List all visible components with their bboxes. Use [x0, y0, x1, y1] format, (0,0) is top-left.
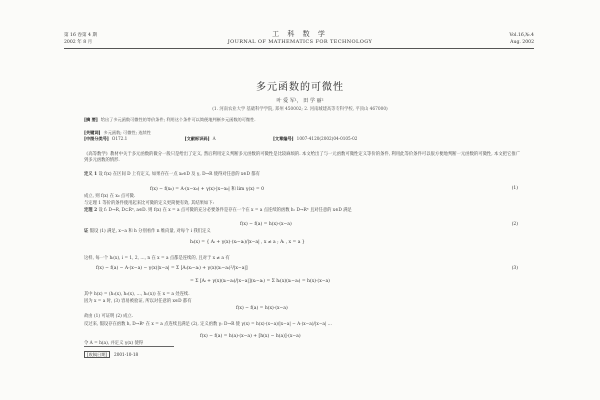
equation-7: f(x) − f(a) = h(a)·(x−a) + [h(x) − h(a)]·(x−a)	[200, 334, 301, 339]
paragraph-2: 与定理 1 等价的条件使用起来比可微的定义更简便有效, 其结果如下:	[84, 201, 214, 206]
paragraph-8: 令 A = h(a), 并定义 γ(x) 使得	[84, 341, 144, 346]
clc-label: [中图分类号]	[84, 136, 109, 141]
paragraph-3: 这样, 每一个 hᵢ(x), i = 1, 2, …, n 在 x = a 点都是连续的, 且对于 x ≠ a 有	[84, 256, 230, 261]
received-date-value: 2001-10-18	[114, 352, 139, 357]
article-title: 多元函数的可微性	[256, 82, 344, 93]
paragraph-7: 反过来, 假设存在函数 h, D→Rⁿ 在 x = a 点连续且满足 (2), 定义函数 γ: D→R 使 γ(x) = h(x)·(x−a)/|x−a| − A·(x−a)/|x−a| ...	[84, 322, 332, 327]
intro-paragraph	[84, 152, 520, 164]
received-date	[84, 352, 138, 358]
paragraph-5: 因为 x = a 时, (3) 容易被验证, 所以对任意的 x∈D 都有	[84, 299, 192, 304]
article-id-label: [文章编号]	[272, 136, 294, 141]
doc-code-label: [文献标识码]	[184, 136, 210, 141]
journal-date: 2002 年 8 月	[64, 39, 93, 45]
intro-text: 《高等数学》教材中关于多元函数的微分一般只是给出了定义, 然后利用定义判断多元函数的可微性是比较麻烦的. 本文给出了与一元函数可微性定义等价的条件, 利用此等价条件可以很方便地判断一元函数的可微性, 本文把它推广到多元函数的情形.	[84, 152, 520, 164]
paragraph-6: 故由 (1) 可证明 (2) 成立.	[84, 314, 134, 319]
keywords-label: [关键词]	[84, 130, 101, 135]
journal-name-cn: 工 科 数 学	[272, 30, 328, 38]
equation-2: f(x) − f(a) = h(x)·(x−a)	[240, 222, 292, 227]
journal-volume-en	[509, 33, 534, 46]
journal-name-en: JOURNAL OF MATHEMATICS FOR TECHNOLOGY	[227, 39, 373, 45]
proof	[84, 229, 520, 235]
abstract-text: 给出了多元函数可微性的等价条件; 利用这个条件可以简便地判断多元函数的可微性.	[100, 117, 256, 122]
received-date-label: [收稿日期]	[84, 351, 110, 358]
footer-rule	[84, 346, 174, 347]
journal-date-en: Aug. 2002	[510, 39, 534, 45]
equation-4-number: (3)	[511, 266, 518, 271]
abstract	[84, 117, 524, 123]
doc-code-value: A	[212, 136, 216, 141]
def1-text: 设 f(x) 在区间 D 上有定义, 如果存在一点 x₀∈D 及 γ, D→R 使得对任意的 x∈D 都有	[98, 172, 260, 177]
equation-2-number: (2)	[511, 222, 518, 227]
journal-volume-info	[64, 33, 97, 46]
keywords-text: 多元函数; 可微性; 连续性	[103, 130, 151, 135]
clc-value: O172.1	[111, 136, 128, 141]
abstract-label: [摘 要]	[84, 117, 98, 122]
article-authors: 叶 爱 军¹， 田 学 丽²	[276, 98, 324, 104]
equation-4: f(x) − f(a) − A·(x−a) − γ(x)|x−a| = Σ [Aᵢ(xᵢ−aᵢ) + γ(x)(xᵢ−aᵢ)²/|x−a|]	[96, 266, 248, 271]
theorem-2	[84, 208, 520, 214]
equation-5: = Σ [Aᵢ + γ(x)(xᵢ−aᵢ)/|x−a|](xᵢ−aᵢ) = Σ hᵢ(x)(xᵢ−aᵢ) = h(x)·(x−a)	[190, 279, 330, 284]
equation-1: f(x) − f(x₀) = A·(x−x₀) + γ(x)·|x−x₀| 和 lim γ(x) = 0	[150, 187, 264, 192]
article-affiliation: (1. 河南农业大学 基础科学学院, 郑州 450002; 2. 河南城建高等专科学校, 平顶山 467000)	[212, 107, 388, 112]
journal-name	[150, 30, 450, 46]
thm2-label: 定理 2	[84, 208, 98, 213]
proof-text: 假设 (1) 满足, x−a 和 h 分别看作 n 维向量, 对每个 i 我们定义	[89, 229, 211, 234]
journal-vol-en: Vol.16,№.4	[509, 33, 534, 38]
proof-label: 证	[84, 229, 89, 234]
paragraph-4: 其中 h(x) = (h₁(x), h₂(x), …, hₙ(x)) 在 x = a 处连续.	[84, 292, 190, 297]
equation-1-number: (1)	[511, 186, 518, 191]
header-rule	[64, 48, 534, 49]
journal-volume: 第 16 卷第 4 期	[64, 33, 97, 38]
article-id-value: 1007-4120(2002)04-0105-02	[296, 136, 358, 141]
equation-6: f(x) − f(a) = h(x)·(x−a)	[236, 306, 288, 311]
equation-3: hᵢ(x) = { Aᵢ + γ(x)·(xᵢ−aᵢ)/|x−a| , x ≠ a ; Aᵢ , x = a }	[190, 240, 305, 245]
def1-label: 定义 1	[84, 172, 98, 177]
thm2-text: 设 f: D→R, D⊂Rⁿ, a∈D. 则 f(x) 在 x = a 点可微的充分必要条件是存在一个在 x = a 点连续的函数 h: D→Rⁿ 且对任意的 x∈D 满足	[98, 208, 352, 213]
classification-line	[84, 136, 524, 142]
definition-1	[84, 172, 520, 178]
eq1-after: 成立, 则 f(x) 在 x₀ 点可微.	[84, 194, 136, 199]
